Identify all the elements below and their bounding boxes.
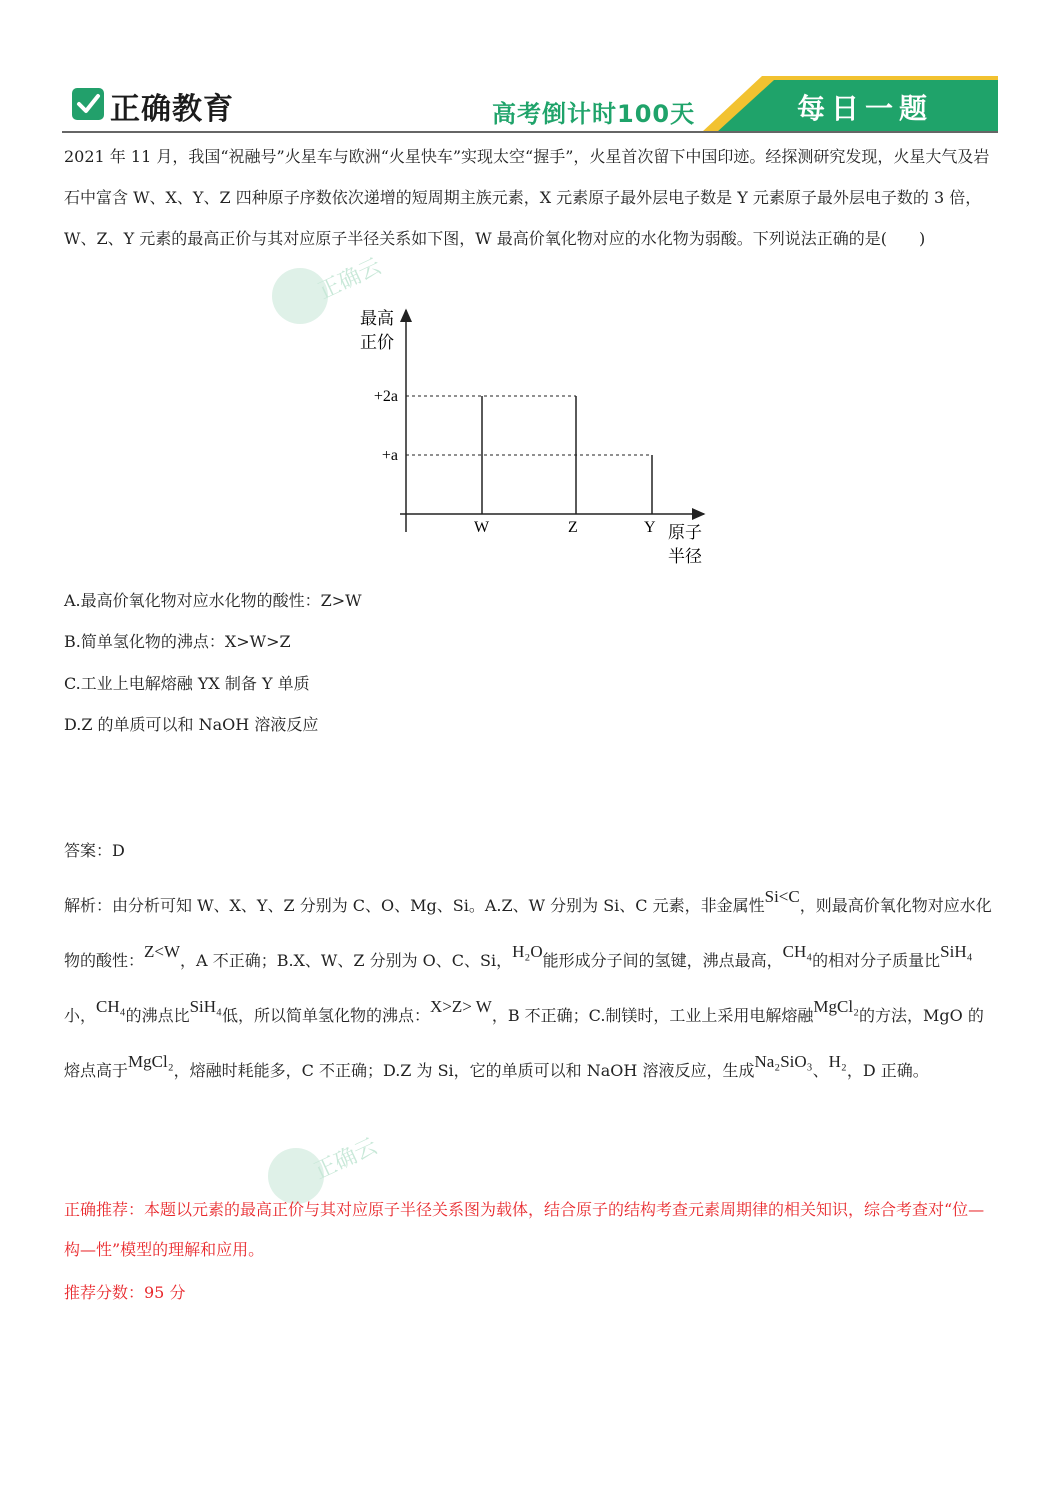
explanation-text: 的相对分子质量比 <box>812 951 941 970</box>
y-axis-label: 正价 <box>360 333 394 353</box>
explanation-text: 能形成分子间的氢键，沸点最高， <box>542 951 783 970</box>
option-a: A.最高价氧化物对应水化物的酸性：Z>W <box>64 591 362 610</box>
recommend-score: 推荐分数：95 分 <box>64 1283 186 1302</box>
explanation-text: 低，所以简单氢化物的沸点： <box>221 1006 430 1025</box>
explanation-text: 的沸点比 <box>125 1006 190 1025</box>
formula: Si<C <box>764 887 800 906</box>
formula: SiH₄ <box>940 942 973 961</box>
y-axis-label: 最高 <box>360 309 394 329</box>
logo-check-icon <box>72 88 104 120</box>
question-stem: 2021 年 11 月，我国“祝融号”火星车与欧洲“火星快车”实现太空“握手”，火星首次留下中国印迹。经探测研究发现，火星大气及岩石中富含 W、X、Y、Z 四种原子序数依次递增的短周期主族元素，X 元素原子最外层电子数是 Y 元素原子最外层电子数的 3 倍，W、Z、Y 元素的最高正价与其对应原子半径关系如下图，W 最高价氧化物对应的水化物为弱酸。下列说法正确的是( ) <box>64 147 990 248</box>
explanation-text: ，D 正确。 <box>846 1061 929 1080</box>
explanation-text: ，则最高价氧化物对应水化物的酸性： <box>64 896 992 970</box>
explanation-text: ，A 不正确；B.X、W、Z 分别为 O、C、Si， <box>180 951 513 970</box>
option-c: C.工业上电解熔融 YX 制备 Y 单质 <box>64 674 310 693</box>
x-tick-label: Y <box>644 519 656 536</box>
watermark-text: 正确云 <box>314 254 386 305</box>
x-tick-label: Z <box>568 519 578 536</box>
explanation <box>64 878 994 1098</box>
watermark-text: 正确云 <box>310 1134 382 1185</box>
formula: SiH₄ <box>189 997 222 1016</box>
formula: MgCl₂ <box>128 1052 174 1071</box>
x-axis-label: 半径 <box>668 547 702 567</box>
x-axis-label: 原子 <box>668 523 702 543</box>
option-d: D.Z 的单质可以和 NaOH 溶液反应 <box>64 715 319 734</box>
countdown-text: 高考倒计时100天 <box>492 100 696 128</box>
header-divider <box>62 131 998 133</box>
daily-question-title: 每日一题 <box>797 92 934 125</box>
option-b: B.简单氢化物的沸点：X>W>Z <box>64 632 291 651</box>
x-tick-label: W <box>474 519 490 536</box>
explanation-text: 的方法，MgO 的熔点高于 <box>64 1006 984 1080</box>
page-header <box>62 72 998 134</box>
recommendation: 正确推荐：本题以元素的最高正价与其对应原子半径关系图为载体，结合原子的结构考查元素周期律的相关知识，综合考查对“位—构—性”模型的理解和应用。 <box>64 1200 985 1259</box>
explanation-text: ，熔融时耗能多，C 不正确；D.Z 为 Si，它的单质可以和 NaOH 溶液反应，生成 <box>173 1061 755 1080</box>
explanation-text: ，B 不正确；C.制镁时，工业上采用电解熔融 <box>491 1006 814 1025</box>
y-tick-label: +2a <box>373 388 398 405</box>
formula: Na₂SiO₃ <box>754 1052 813 1071</box>
radius-valence-chart <box>350 302 730 574</box>
formula: CH₄ <box>782 942 813 961</box>
formula: MgCl₂ <box>813 997 860 1016</box>
brand-name: 正确教育 <box>110 92 234 127</box>
formula: CH₄ <box>96 997 126 1016</box>
explanation-text: 、 <box>812 1061 829 1080</box>
y-tick-label: +a <box>381 447 398 464</box>
formula: X>Z> W <box>429 997 492 1016</box>
formula: Z<W <box>144 942 181 961</box>
explanation-text: 解析：由分析可知 W、X、Y、Z 分别为 C、O、Mg、Si。A.Z、W 分别为 Si、C 元素，非金属性 <box>64 896 765 915</box>
formula: H₂ <box>828 1052 847 1071</box>
answer: 答案：D <box>64 841 125 860</box>
formula: H₂O <box>512 942 543 961</box>
explanation-text: 小， <box>64 1006 97 1025</box>
